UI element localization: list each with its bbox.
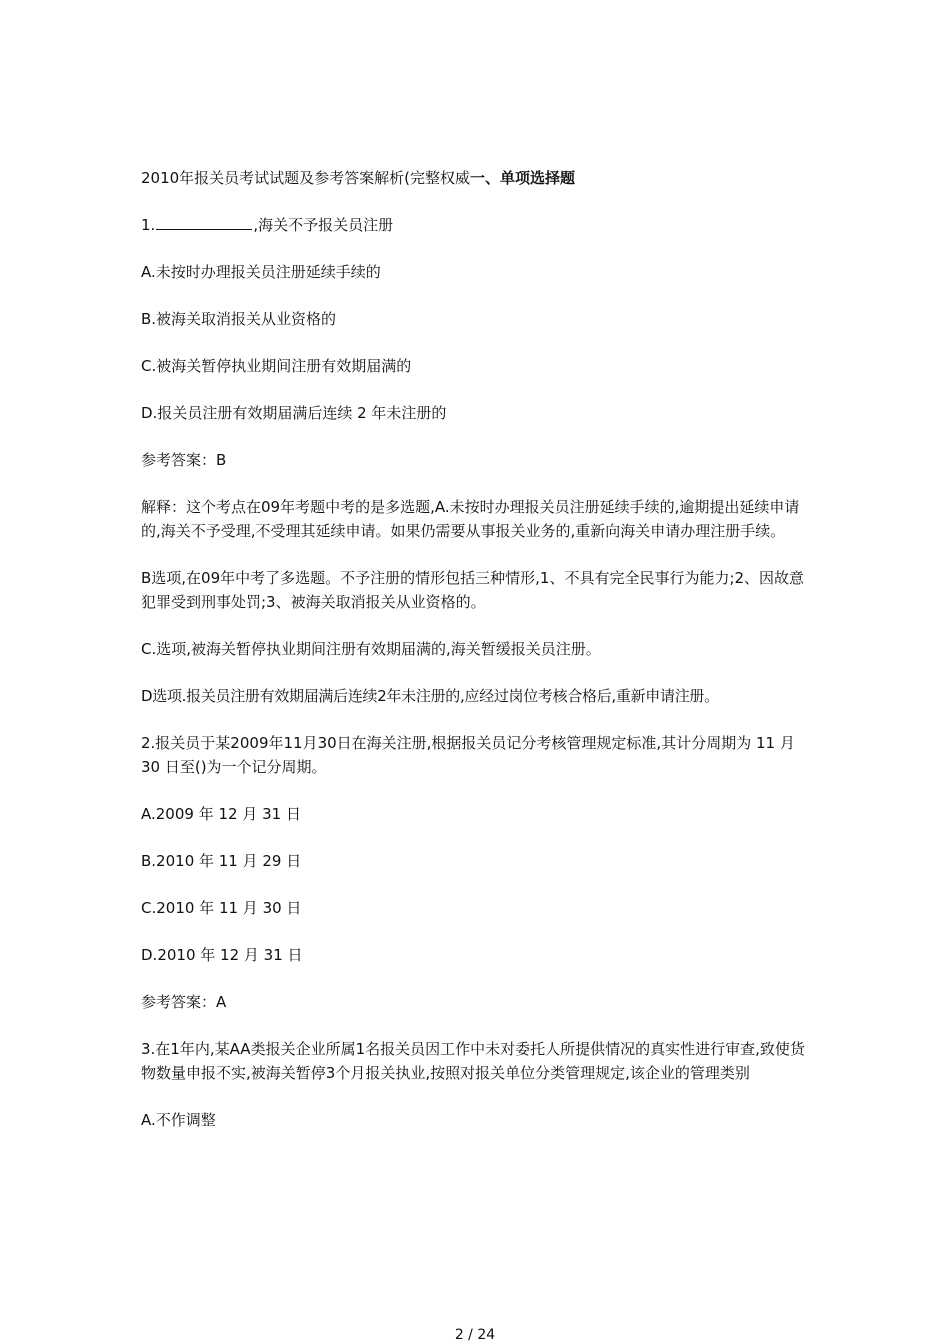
question-1-explanation-3: C.选项,被海关暂停执业期间注册有效期届满的,海关暂缓报关员注册。 bbox=[141, 640, 601, 658]
question-2-option-b: B.2010 年 11 月 29 日 bbox=[141, 852, 302, 870]
question-2-stem: 2.报关员于某2009年11月30日在海关注册,根据报关员记分考核管理规定标准,其计分周期为 11 月 30 日至()为一个记分周期。 bbox=[141, 734, 795, 776]
question-1-number: 1. bbox=[141, 216, 156, 234]
question-1-option-b: B.被海关取消报关从业资格的 bbox=[141, 310, 337, 328]
page-number: 2 / 24 bbox=[454, 1327, 496, 1343]
question-1-text: ,海关不予报关员注册 bbox=[253, 216, 394, 234]
question-2-option-d: D.2010 年 12 月 31 日 bbox=[141, 946, 303, 964]
fill-in-blank bbox=[156, 215, 252, 230]
title-prefix: 2010年报关员考试试题及参考答案解析(完整权威 bbox=[141, 169, 471, 187]
question-3-option-a: A.不作调整 bbox=[141, 1111, 216, 1129]
document-body bbox=[141, 166, 806, 1155]
question-1-option-c: C.被海关暂停执业期间注册有效期届满的 bbox=[141, 357, 412, 375]
question-1-option-d: D.报关员注册有效期届满后连续 2 年未注册的 bbox=[141, 404, 447, 422]
question-1-explanation-2: B选项,在09年中考了多选题。不予注册的情形包括三种情形,1、不具有完全民事行为能力;2、因故意犯罪受到刑事处罚;3、被海关取消报关从业资格的。 bbox=[141, 569, 805, 611]
question-1-answer: 参考答案：B bbox=[141, 451, 227, 469]
section-heading: 一、单项选择题 bbox=[470, 169, 576, 187]
question-2-answer: 参考答案：A bbox=[141, 993, 227, 1011]
question-1-explanation-4: D选项.报关员注册有效期届满后连续2年未注册的,应经过岗位考核合格后,重新申请注册。 bbox=[141, 687, 719, 705]
document-title bbox=[141, 166, 806, 190]
question-1-explanation-1: 解释：这个考点在09年考题中考的是多选题,A.未按时办理报关员注册延续手续的,逾期提出延续申请的,海关不予受理,不受理其延续申请。如果仍需要从事报关业务的,重新向海关申请办理注册手续。 bbox=[141, 498, 800, 540]
question-1-stem bbox=[141, 213, 806, 237]
question-2-option-c: C.2010 年 11 月 30 日 bbox=[141, 899, 302, 917]
question-3-stem: 3.在1年内,某AA类报关企业所属1名报关员因工作中未对委托人所提供情况的真实性进行审查,致使货物数量申报不实,被海关暂停3个月报关执业,按照对报关单位分类管理规定,该企业的管理类别 bbox=[141, 1040, 805, 1082]
question-2-option-a: A.2009 年 12 月 31 日 bbox=[141, 805, 301, 823]
question-1-option-a: A.未按时办理报关员注册延续手续的 bbox=[141, 263, 381, 281]
